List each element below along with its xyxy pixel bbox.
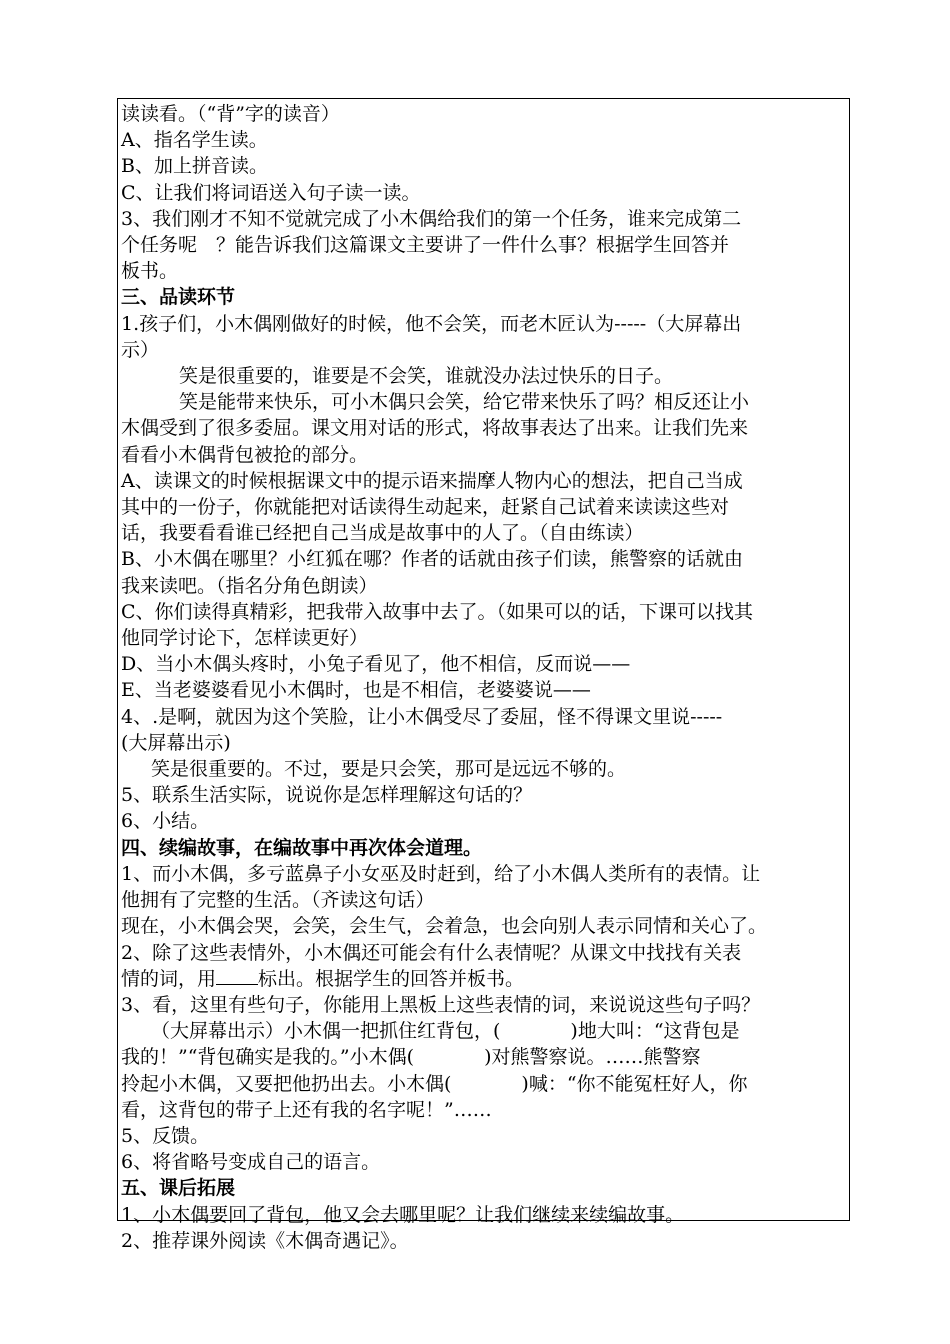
section-heading-3: 三、品读环节	[121, 286, 236, 309]
text-line: 看看小木偶背包被抢的部分。	[121, 443, 369, 466]
underline-blank	[216, 966, 258, 985]
text-line: 示）	[121, 338, 160, 361]
text-span: )对熊警察说。……熊警察	[484, 1046, 701, 1069]
text-line: 读读看。（“背”字的读音）	[121, 103, 340, 125]
text-line	[121, 966, 844, 992]
text-line: 2、除了这些表情外，小木偶还可能会有什么表情呢？从课文中找找有关表	[121, 941, 742, 964]
text-line: 个任务呢 ？能告诉我们这篇课文主要讲了一件什么事？根据学生回答并	[121, 234, 730, 257]
text-line: 笑是很重要的，谁要是不会笑，谁就没办法过快乐的日子。	[179, 365, 674, 388]
text-line: 4、.是啊，就因为这个笑脸，让小木偶受尽了委屈，怪不得课文里说-----	[121, 705, 723, 728]
text-line: 3、看，这里有些句子，你能用上黑板上这些表情的词，来说说这些句子吗？	[121, 993, 761, 1016]
text-line: 3、我们刚才不知不觉就完成了小木偶给我们的第一个任务，谁来完成第二	[121, 207, 742, 230]
text-line: C、让我们将词语送入句子读一读。	[121, 181, 421, 204]
text-span: )地大叫：“这背包是	[570, 1020, 740, 1043]
text-span: 拎起小木偶，又要把他扔出去。小木偶(	[121, 1072, 452, 1095]
text-line	[121, 1044, 844, 1070]
text-span: （大屏幕出示）小木偶一把抓住红背包，(	[151, 1020, 501, 1043]
text-line: 他拥有了完整的生活。（齐读这句话）	[121, 889, 435, 912]
text-line: E、当老婆婆看见小木偶时，也是不相信，老婆婆说——	[121, 679, 591, 702]
text-line: A、指名学生读。	[121, 129, 268, 152]
text-line: 他同学讨论下，怎样读更好）	[121, 627, 369, 650]
text-line: 5、反馈。	[121, 1124, 210, 1147]
text-line: 5、联系生活实际，说说你是怎样理解这句话的？	[121, 784, 533, 807]
text-line: 我来读吧。（指名分角色朗读）	[121, 574, 378, 597]
text-line: B、小木偶在哪里？小红狐在哪？作者的话就由孩子们读，熊警察的话就由	[121, 548, 743, 571]
section-heading-5: 五、课后拓展	[121, 1177, 236, 1200]
text-line: D、当小木偶头疼时，小兔子看见了，他不相信，反而说——	[121, 653, 631, 676]
text-span: 情的词，用	[121, 967, 217, 990]
text-span: )喊：“你不能冤枉好人，你	[521, 1072, 748, 1095]
lesson-plan-text	[121, 101, 844, 1254]
text-line: 1、而小木偶，多亏蓝鼻子小女巫及时赶到，给了小木偶人类所有的表情。让	[121, 862, 761, 885]
text-line: 6、小结。	[121, 810, 210, 833]
table-cell-frame	[117, 98, 850, 1252]
text-line: A、读课文的时候根据课文中的提示语来揣摩人物内心的想法，把自己当成	[121, 469, 743, 492]
text-line: 看，这背包的带子上还有我的名字呢！”……	[121, 1098, 492, 1121]
text-span: 标出。根据学生的回答并板书。	[258, 967, 525, 990]
text-line: B、加上拼音读。	[121, 155, 268, 178]
text-line: C、你们读得真精彩，把我带入故事中去了。（如果可以的话，下课可以找其	[121, 600, 754, 623]
text-line: 6、将省略号变成自己的语言。	[121, 1151, 381, 1174]
text-line: 板书。	[121, 260, 179, 283]
text-line: 其中的一份子，你就能把对话读得生动起来，赶紧自己试着来读读这些对	[121, 496, 730, 519]
text-line: 现在，小木偶会哭，会笑，会生气，会着急，也会向别人表示同情和关心了。	[121, 915, 768, 938]
text-span: 我的！”“背包确实是我的。”小木偶(	[121, 1046, 415, 1069]
text-line	[121, 1018, 844, 1044]
text-line: 1.孩子们，小木偶刚做好的时候，他不会笑，而老木匠认为-----（大屏幕出	[121, 312, 742, 335]
text-line: 1、小木偶要回了背包，他又会去哪里呢？让我们继续来续编故事。	[121, 1203, 685, 1226]
text-line: 2、推荐课外阅读《木偶奇遇记》。	[121, 1229, 409, 1252]
text-line: 木偶受到了很多委屈。课文用对话的形式，将故事表达了出来。让我们先来	[121, 417, 749, 440]
text-line: 笑是能带来快乐，可小木偶只会笑，给它带来快乐了吗？相反还让小	[179, 391, 750, 414]
section-heading-4: 四、续编故事，在编故事中再次体会道理。	[121, 836, 483, 859]
text-line: (大屏幕出示)	[121, 731, 231, 754]
text-line: 话，我要看看谁已经把自己当成是故事中的人了。（自由练读）	[121, 522, 644, 545]
text-line	[121, 1071, 844, 1097]
text-line: 笑是很重要的。不过，要是只会笑，那可是远远不够的。	[151, 758, 627, 781]
